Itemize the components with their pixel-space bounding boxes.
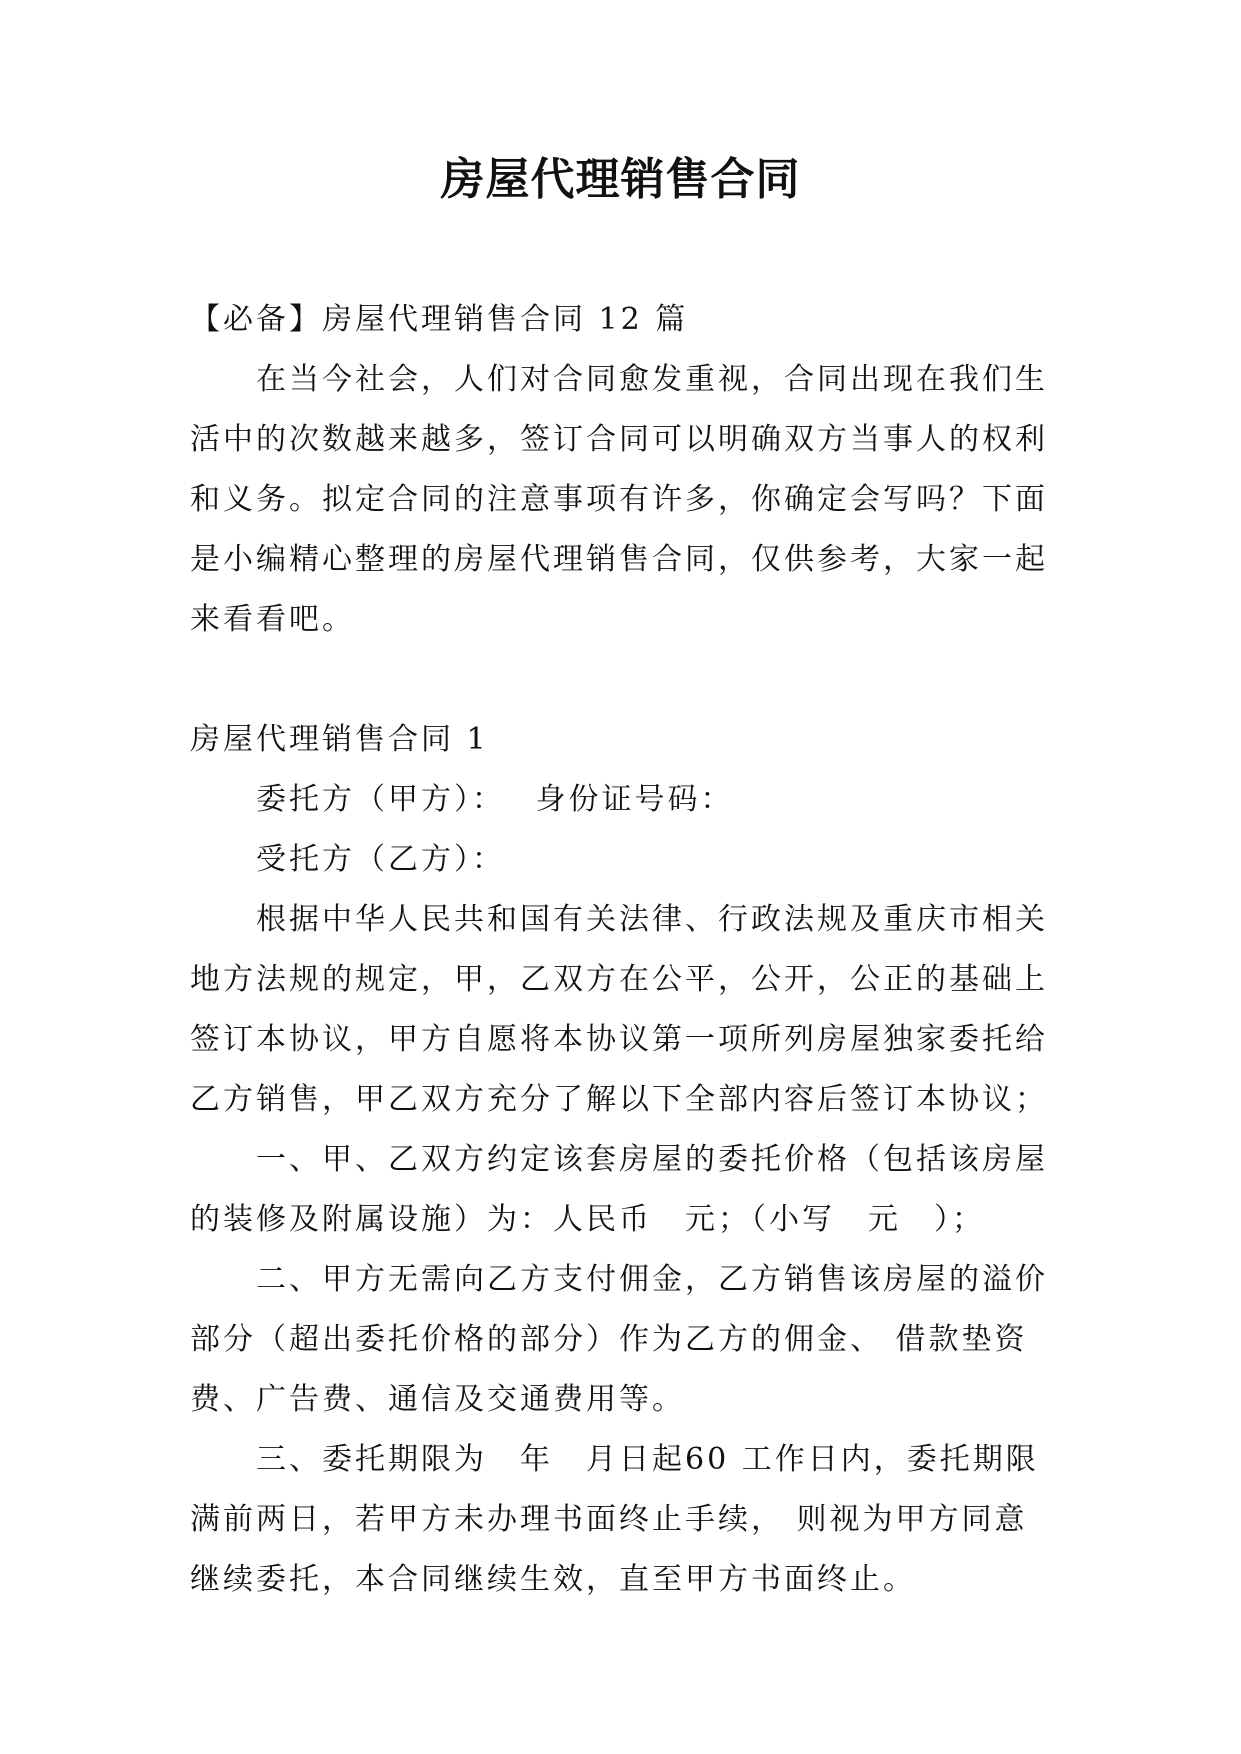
party-a-line: 委托方（甲方）： 身份证号码： — [256, 782, 734, 817]
paragraph-spacer — [190, 650, 1050, 710]
document-title: 房屋代理销售合同 — [440, 154, 801, 205]
clause-3-paragraph: 三、委托期限为 年 月日起60 工作日内，委托期限满前两日，若甲方未办理书面终止手续， 则视为甲方同意继续委托，本合同继续生效，直至甲方书面终止。 — [190, 1442, 1039, 1597]
clause-1-paragraph: 一、甲、乙双方约定该套房屋的委托价格（包括该房屋的装修及附属设施）为：人民币 元；（小写 元 ）； — [190, 1142, 1048, 1237]
clause-2-paragraph: 二、甲方无需向乙方支付佣金，乙方销售该房屋的溢价部分（超出委托价格的部分）作为乙方的佣金、 借款垫资费、广告费、通信及交通费用等。 — [190, 1262, 1048, 1417]
document-body — [190, 290, 1050, 1610]
document-subtitle: 【必备】房屋代理销售合同 12 篇 — [190, 302, 689, 337]
preamble-paragraph: 根据中华人民共和国有关法律、行政法规及重庆市相关地方法规的规定，甲，乙双方在公平，公开，公正的基础上签订本协议，甲方自愿将本协议第一项所列房屋独家委托给乙方销售，甲乙双方充分了解以下全部内容后签订本协议； — [190, 902, 1048, 1117]
section-heading: 房屋代理销售合同 1 — [190, 722, 489, 757]
intro-paragraph: 在当今社会，人们对合同愈发重视，合同出现在我们生活中的次数越来越多，签订合同可以明确双方当事人的权利和义务。拟定合同的注意事项有许多，你确定会写吗？下面是小编精心整理的房屋代理销售合同，仅供参考，大家一起来看看吧。 — [190, 362, 1048, 637]
party-b-line: 受托方（乙方）： — [256, 842, 505, 877]
